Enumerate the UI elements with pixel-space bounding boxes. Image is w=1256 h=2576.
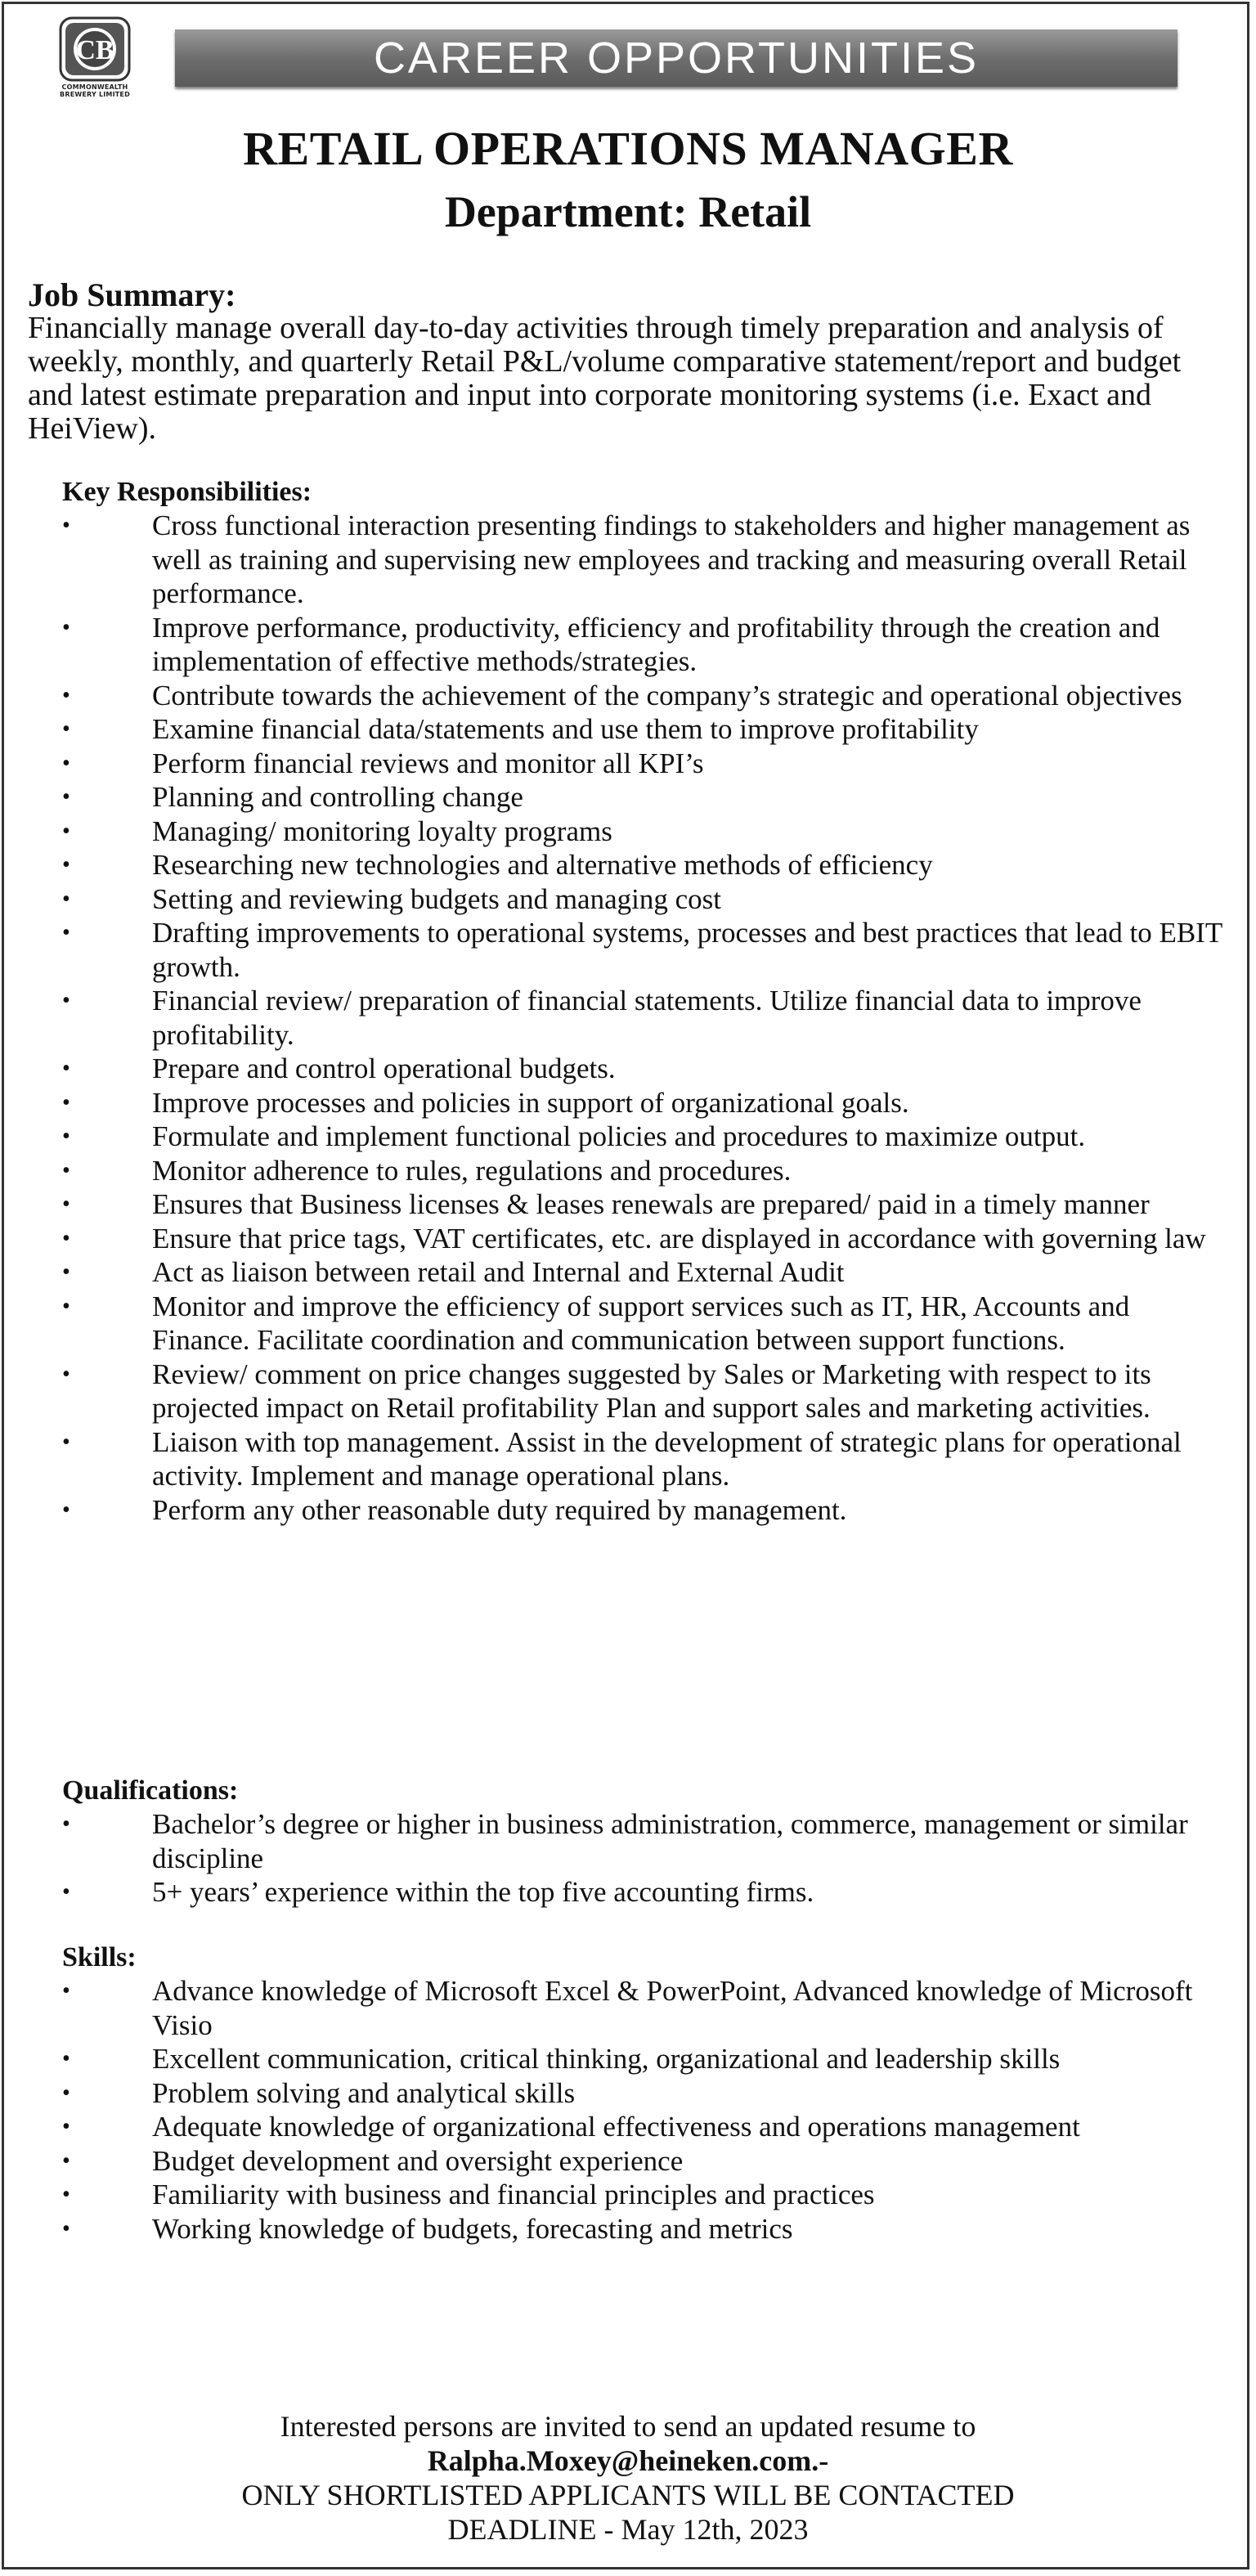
bullet-text: Contribute towards the achievement of the company’s strategic and operational objectives	[152, 679, 1182, 711]
bullet-item	[62, 882, 1231, 917]
bullet-icon: •	[62, 2114, 70, 2139]
bullet-item	[62, 2042, 1231, 2076]
svg-text:CB: CB	[75, 35, 114, 65]
bullet-icon: •	[62, 784, 70, 810]
bullet-text: Advance knowledge of Microsoft Excel & PowerPoint, Advanced knowledge of Microsoft Visio	[152, 1975, 1193, 2041]
bullet-text: Financial review/ preparation of financial statements. Utilize financial data to improve profitability.	[152, 985, 1142, 1051]
bullet-icon: •	[62, 2215, 70, 2242]
bullet-item	[62, 1875, 1231, 1910]
bullet-icon: •	[62, 1192, 70, 1217]
job-title: RETAIL OPERATIONS MANAGER	[243, 122, 1013, 175]
bullet-icon: •	[62, 2147, 70, 2174]
bullet-text: Budget development and oversight experience	[152, 2144, 684, 2177]
bullet-text: Working knowledge of budgets, forecasting and metrics	[152, 2212, 793, 2245]
bullet-text: Formulate and implement functional policies and procedures to maximize output.	[152, 1120, 1086, 1152]
responsibilities-section	[62, 476, 1231, 1527]
bullet-icon: •	[62, 886, 70, 912]
bullet-icon: •	[62, 1811, 70, 1837]
bullet-icon: •	[62, 2046, 70, 2071]
bullet-text: Managing/ monitoring loyalty programs	[152, 815, 612, 847]
bullet-text: Act as liaison between retail and Internal and External Audit	[152, 1256, 845, 1288]
bullet-text: Monitor and improve the efficiency of support services such as IT, HR, Accounts and Finance. Facilitate coordination and communication between support functions.	[152, 1290, 1130, 1356]
summary-text: Financially manage overall day-to-day activities through timely preparation and analysis of weekly, monthly, and quarterly Retail P&L/volume comparative statement/report and budget and latest estimate preparation and input into corporate monitoring systems (i.e. Exact and HeiView).	[28, 311, 1182, 446]
responsibilities-list	[62, 509, 1231, 1527]
bullet-item	[62, 611, 1231, 679]
bullet-item	[62, 2076, 1231, 2111]
bullet-item	[62, 916, 1231, 984]
skills-section	[62, 1941, 1231, 2246]
bullet-text: Setting and reviewing budgets and managing cost	[152, 882, 721, 915]
bullet-text: Improve performance, productivity, efficiency and profitability through the creation and implementation of effective methods/strategies.	[152, 611, 1160, 677]
bullet-text: Adequate knowledge of organizational effectiveness and operations management	[152, 2111, 1080, 2143]
bullet-item	[62, 1086, 1231, 1120]
bullet-item	[62, 815, 1231, 849]
bullet-text: Liaison with top management. Assist in the development of strategic plans for operational activity. Implement and manage operational plans.	[152, 1425, 1182, 1492]
department-title: Department: Retail	[444, 187, 812, 236]
qualifications-list	[62, 1807, 1231, 1910]
bullet-text: Examine financial data/statements and use them to improve profitability	[152, 713, 979, 745]
bullet-item	[62, 1358, 1231, 1425]
bullet-item	[62, 2110, 1231, 2144]
bullet-text: Perform any other reasonable duty required by management.	[152, 1493, 847, 1526]
bullet-icon: •	[62, 682, 70, 708]
bullet-text: 5+ years’ experience within the top five accounting firms.	[152, 1876, 814, 1908]
bullet-text: Excellent communication, critical thinking, organizational and leadership skills	[152, 2043, 1061, 2075]
bullet-item	[62, 509, 1231, 611]
bullet-item	[62, 679, 1231, 713]
bullet-item	[62, 2178, 1231, 2212]
career-banner	[175, 29, 1178, 87]
bullet-item	[62, 1222, 1231, 1256]
bullet-icon: •	[62, 716, 70, 742]
bullet-icon: •	[62, 1361, 70, 1387]
bullet-icon: •	[62, 988, 70, 1013]
brewery-logo-icon	[56, 16, 134, 83]
company-logo	[56, 16, 134, 105]
bullet-icon: •	[62, 614, 70, 640]
bullet-item	[62, 1052, 1231, 1086]
bullet-text: Improve processes and policies in support of organizational goals.	[152, 1086, 909, 1119]
bullet-item	[62, 747, 1231, 781]
bullet-icon: •	[62, 2080, 70, 2106]
bullet-text: Monitor adherence to rules, regulations and procedures.	[152, 1154, 792, 1187]
bullet-item	[62, 1120, 1231, 1154]
bullet-text: Ensures that Business licenses & leases renewals are prepared/ paid in a timely manner	[152, 1188, 1150, 1220]
bullet-item	[62, 1187, 1231, 1222]
bullet-item	[62, 1154, 1231, 1188]
bullet-icon: •	[62, 1056, 70, 1081]
bullet-item	[62, 2144, 1231, 2179]
summary-heading: Job Summary:	[28, 276, 236, 313]
deadline: DEADLINE - May 12th, 2023	[447, 2513, 809, 2546]
bullet-item	[62, 712, 1231, 747]
bullet-item	[62, 1255, 1231, 1290]
bullet-icon: •	[62, 1225, 70, 1251]
skills-list	[62, 1974, 1231, 2246]
bullet-icon: •	[62, 1259, 70, 1285]
bullet-text: Problem solving and analytical skills	[152, 2076, 576, 2109]
bullet-icon: •	[62, 1293, 70, 1319]
bullet-icon: •	[62, 513, 70, 538]
bullet-icon: •	[62, 1157, 70, 1183]
bullet-text: Researching new technologies and alternative methods of efficiency	[152, 849, 933, 881]
skills-heading: Skills:	[62, 1942, 137, 1972]
footer-invite: Interested persons are invited to send an updated resume to	[280, 2410, 976, 2443]
bullet-item	[62, 1290, 1231, 1358]
bullet-icon: •	[62, 1497, 70, 1523]
bullet-text: Perform financial reviews and monitor all KPI’s	[152, 747, 704, 779]
bullet-icon: •	[62, 2182, 70, 2207]
bullet-text: Review/ comment on price changes suggested by Sales or Marketing with respect to its projected impact on Retail profitability Plan and support sales and marketing activities.	[152, 1358, 1151, 1424]
bullet-text: Drafting improvements to operational systems, processes and best practices that lead to EBIT growth.	[152, 917, 1222, 983]
bullet-item	[62, 984, 1231, 1052]
bullet-item	[62, 1493, 1231, 1528]
bullet-icon: •	[62, 1879, 70, 1905]
logo-text: COMMONWEALTH BREWERY LIMITED	[60, 83, 130, 98]
bullet-item	[62, 780, 1231, 815]
shortlist-notice: ONLY SHORTLISTED APPLICANTS WILL BE CONTACTED	[241, 2479, 1015, 2511]
bullet-item	[62, 2212, 1231, 2246]
bullet-icon: •	[62, 1978, 70, 2004]
bullet-text: Planning and controlling change	[152, 781, 523, 813]
bullet-icon: •	[62, 1089, 70, 1115]
bullet-item	[62, 1974, 1231, 2042]
bullet-text: Prepare and control operational budgets.	[152, 1052, 616, 1084]
bullet-text: Cross functional interaction presenting findings to stakeholders and higher management as well as training and supervising new employees and tracking and measuring overall Retail performance.	[152, 509, 1191, 609]
bullet-icon: •	[62, 920, 70, 945]
bullet-text: Ensure that price tags, VAT certificates, etc. are displayed in accordance with governing law	[152, 1222, 1206, 1254]
bullet-icon: •	[62, 818, 70, 844]
bullet-item	[62, 848, 1231, 882]
bullet-text: Bachelor’s degree or higher in business administration, commerce, management or similar discipline	[152, 1808, 1188, 1874]
bullet-text: Familiarity with business and financial principles and practices	[152, 2179, 875, 2210]
bullet-icon: •	[62, 1429, 70, 1455]
application-footer	[0, 2409, 1256, 2547]
bullet-icon: •	[62, 750, 70, 776]
qualifications-heading: Qualifications:	[62, 1775, 239, 1806]
bullet-icon: •	[62, 852, 70, 877]
bullet-icon: •	[62, 1124, 70, 1149]
bullet-item	[62, 1425, 1231, 1493]
bullet-item	[62, 1807, 1231, 1875]
responsibilities-heading: Key Responsibilities:	[62, 477, 312, 507]
job-summary	[28, 278, 1230, 446]
qualifications-section	[62, 1775, 1231, 1910]
contact-email[interactable]: Ralpha.Moxey@heineken.com.-	[427, 2444, 829, 2477]
banner-text: CAREER OPPORTUNITIES	[373, 34, 980, 83]
